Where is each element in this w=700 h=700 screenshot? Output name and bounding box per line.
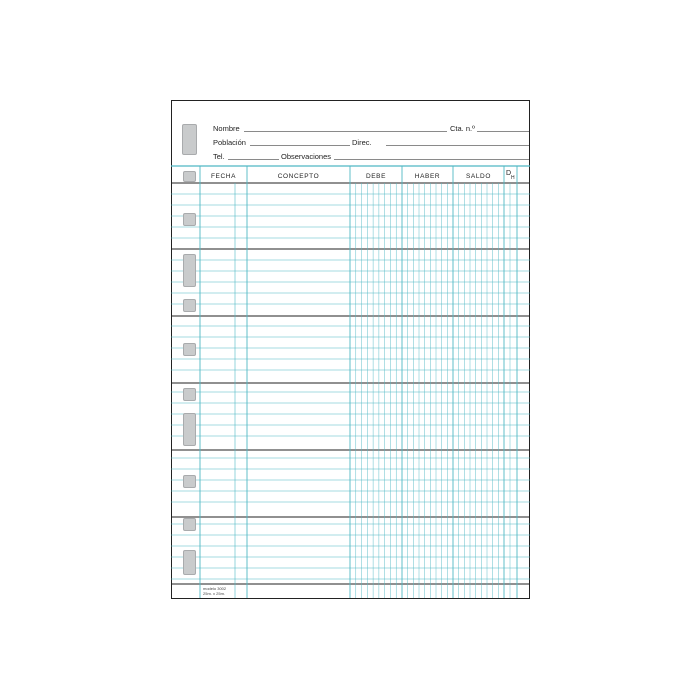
binder-hole [183,388,196,401]
form-code [203,586,226,596]
binder-hole [183,343,196,356]
binder-hole [183,171,196,182]
form-code-line2: 25m. x 25m. [203,591,226,596]
dh-bottom-letter: H [511,175,515,181]
column-header-dh [505,170,517,182]
binder-hole [183,213,196,226]
binder-hole [183,475,196,488]
column-header-debe: DEBE [365,172,387,180]
binder-hole [183,254,196,287]
binder-hole [183,413,196,446]
binder-hole [183,518,196,531]
column-header-haber: HABER [414,172,441,180]
column-header-fecha: FECHA [210,172,237,180]
cta-label: Cta. n.º [450,124,475,133]
nombre-label: Nombre [213,124,240,133]
observaciones-label: Observaciones [281,152,332,161]
poblacion-label: Población [213,138,246,147]
binder-hole [183,299,196,312]
binder-hole [182,124,197,155]
column-header-saldo: SALDO [465,172,492,180]
tel-label: Tel. [213,152,225,161]
direc-label: Direc. [352,138,372,147]
column-header-concepto: CONCEPTO [277,172,320,180]
form-code-line1: modelo 3002 [203,586,227,591]
dh-top-letter: D [506,170,512,177]
binder-hole [183,550,196,575]
